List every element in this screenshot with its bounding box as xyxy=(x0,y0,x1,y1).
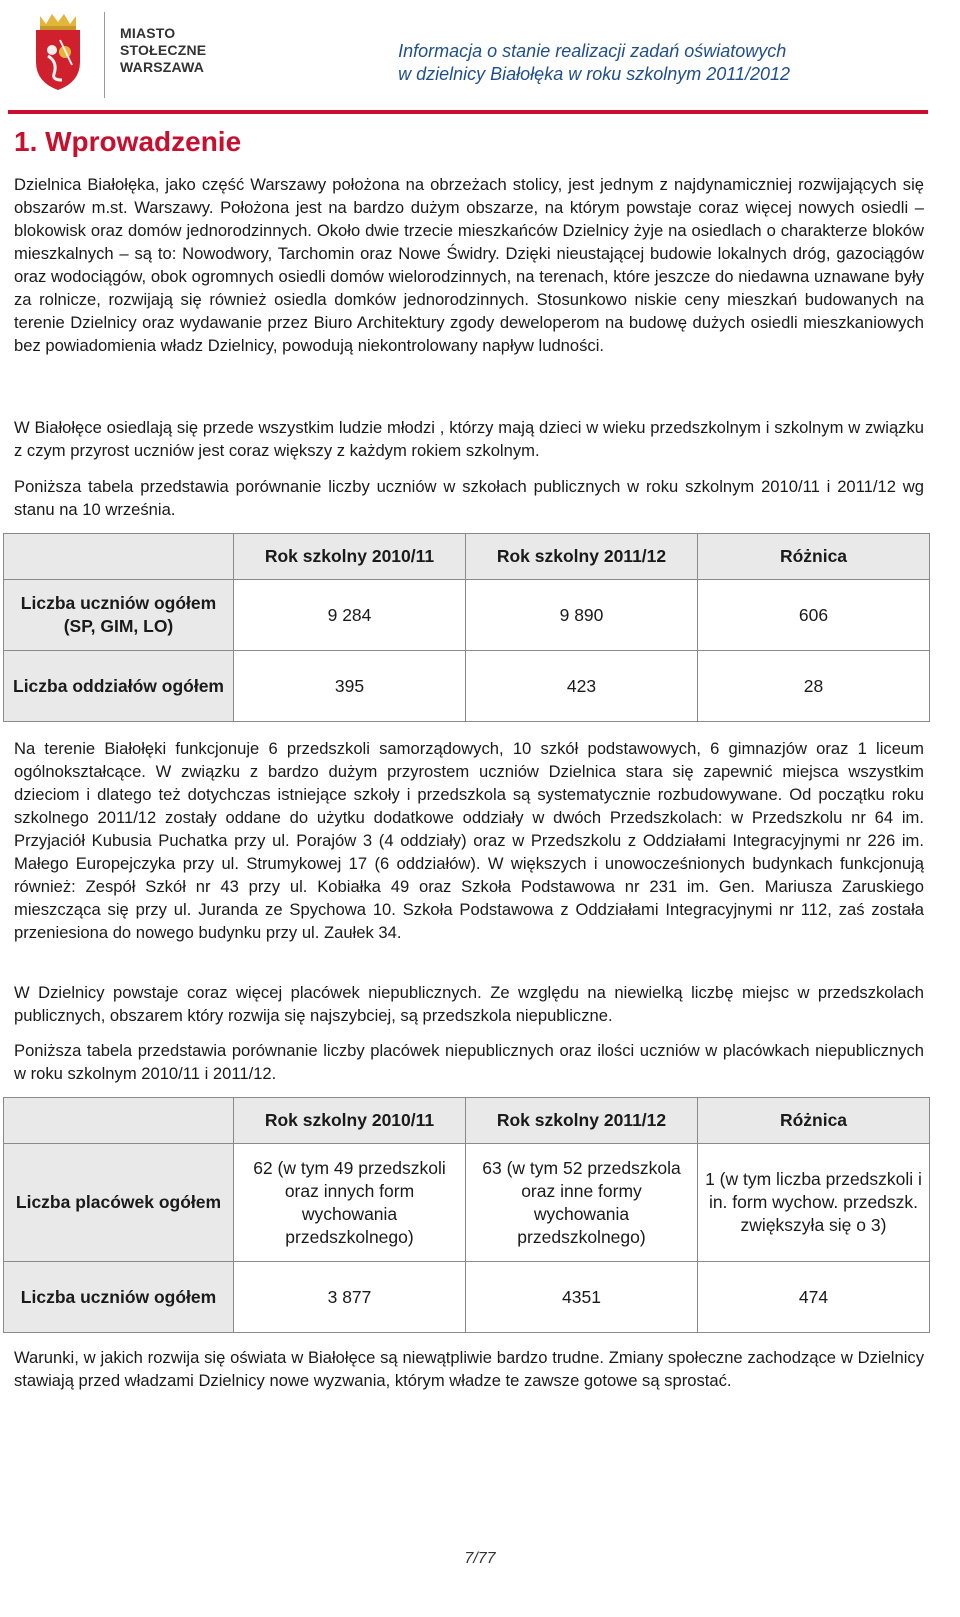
table-header-cell: Rok szkolny 2011/12 xyxy=(466,534,698,580)
table-header-cell xyxy=(4,1098,234,1144)
row-label: Liczba uczniów ogółem xyxy=(4,1262,234,1333)
table-cell: 474 xyxy=(698,1262,930,1333)
header-rule xyxy=(8,110,928,114)
table-cell: 3 877 xyxy=(234,1262,466,1333)
row-label: Liczba oddziałów ogółem xyxy=(4,651,234,722)
table-header-row xyxy=(4,534,930,580)
table-header-cell xyxy=(4,534,234,580)
table-cell: 4351 xyxy=(466,1262,698,1333)
paragraph-table2-intro: Poniższa tabela przedstawia porównanie liczby placówek niepublicznych oraz ilości uczniów w placówkach niepublicznych w roku szkolnym 2010/11 i 2011/12. xyxy=(14,1041,924,1083)
paragraph-schools-overview: Na terenie Białołęki funkcjonuje 6 przedszkoli samorządowych, 10 szkół podstawowych, 6 gimnazjów oraz 1 liceum ogólnokształcące. W związku z bardzo dużym przyrostem uczniów Dzielnica stara się zapewnić miejsca wszystkim dzieciom i dlatego też dotychczas istniejące szkoły i przedszkola są systematycznie rozbudowywane. Od początku roku szkolnego 2011/12 zostały oddane do użytku dodatkowe oddziały w dwóch Przedszkolach: w Przedszkolu nr 64 im. Przyjaciół Kubusia Puchatka przy ul. Porajów 3 (4 oddziały) oraz w Przedszkolu z Oddziałami Integracyjnymi nr 226 im. Małego Europejczyka przy ul. Strumykowej 17 (6 oddziałów). W większych i unowocześnionych budynkach funkcjonują również: Zespół Szkół nr 43 przy ul. Kobiałka 49 oraz Szkoła Podstawowa nr 231 im. Gen. Mariusza Zaruskiego mieszcząca się przy ul. Juranda ze Spychowa 10. Szkoła Podstawowa z Oddziałami Integracyjnymi nr 112, zaś została przeniesiona do nowego budynku przy ul. Zaułek 34. xyxy=(14,739,924,942)
page-number: 7/77 xyxy=(464,1550,496,1567)
table-row xyxy=(4,580,930,651)
paragraph-intro: Dzielnica Białołęka, jako część Warszawy położona na obrzeżach stolicy, jest jednym z najdynamiczniej rozwijających się obszarów m.st. Warszawy. Położona jest na bardzo dużym obszarze, na którym powstaje coraz więcej nowych osiedli – blokowisk oraz domów jednorodzinnych. Około dwie trzecie mieszkańców Dzielnicy żyje na osiedlach o charakterze bloków mieszkalnych – są to: Nowodwory, Tarchomin oraz Nowe Świdry. Dzięki nieustającej budowie lokalnych dróg, gazociągów oraz wodociągów, obok ogromnych osiedli domów wielorodzinnych, na terenach, które jeszcze do niedawna uznawane były za rolnicze, rozwijają się również osiedla domków jednorodzinnych. Stosunkowo niskie ceny mieszkań budowanych na terenie Dzielnicy oraz wydawanie przez Biuro Architektury zgody deweloperom na budowę dużych osiedli mieszkaniowych bez powiadomienia władz Dzielnicy, powodują niekontrolowany napływ ludności. xyxy=(14,175,924,355)
table-cell: 9 284 xyxy=(234,580,466,651)
table-cell: 28 xyxy=(698,651,930,722)
city-name xyxy=(120,25,206,76)
paragraph-young-families: W Białołęce osiedlają się przede wszystkim ludzie młodzi , którzy mają dzieci w wieku przedszkolnym i szkolnym w związku z czym przyrost uczniów jest coraz większy z każdym rokiem szkolnym. xyxy=(14,418,924,460)
paragraph-conclusion: Warunki, w jakich rozwija się oświata w Białołęce są niewątpliwie bardzo trudne. Zmiany społeczne zachodzące w Dzielnicy stawiają przed władzami Dzielnicy nowe wyzwania, którym władze te zawsze gotowe są sprostać. xyxy=(14,1348,924,1390)
logo-divider xyxy=(104,12,105,98)
document-title-line-1: Informacja o stanie realizacji zadań oświatowych xyxy=(398,41,787,61)
table-cell: 9 890 xyxy=(466,580,698,651)
row-label: Liczba uczniów ogółem (SP, GIM, LO) xyxy=(4,580,234,651)
table-cell: 395 xyxy=(234,651,466,722)
private-institutions-table xyxy=(3,1097,930,1333)
public-schools-table xyxy=(3,533,930,722)
table-header-cell: Rok szkolny 2011/12 xyxy=(466,1098,698,1144)
table-cell: 62 (w tym 49 przedszkoli oraz innych form wychowania przedszkolnego) xyxy=(234,1144,466,1262)
table-cell: 1 (w tym liczba przedszkoli i in. form wychow. przedszk. zwiększyła się o 3) xyxy=(698,1144,930,1262)
warsaw-coat-of-arms-icon xyxy=(32,10,84,90)
table-row xyxy=(4,1144,930,1262)
table-cell: 423 xyxy=(466,651,698,722)
paragraph-table1-intro: Poniższa tabela przedstawia porównanie liczby uczniów w szkołach publicznych w roku szkolnym 2010/11 i 2011/12 wg stanu na 10 września. xyxy=(14,477,924,519)
city-name-line-2: STOŁECZNE xyxy=(120,42,207,58)
table-row xyxy=(4,1262,930,1333)
paragraph-private-growth: W Dzielnicy powstaje coraz więcej placówek niepublicznych. Ze względu na niewielką liczbę miejsc w przedszkolach publicznych, obszarem który rozwija się najszybciej, są przedszkola niepubliczne. xyxy=(14,983,924,1025)
row-label: Liczba placówek ogółem xyxy=(4,1144,234,1262)
table-header-row xyxy=(4,1098,930,1144)
page-header xyxy=(0,0,960,118)
city-name-line-3: WARSZAWA xyxy=(120,59,205,75)
section-title: 1. Wprowadzenie xyxy=(14,126,242,157)
table-header-cell: Rok szkolny 2010/11 xyxy=(234,1098,466,1144)
document-title-line-2: w dzielnicy Białołęka w roku szkolnym 2011/2012 xyxy=(398,64,790,84)
table-cell: 606 xyxy=(698,580,930,651)
table-cell: 63 (w tym 52 przedszkola oraz inne formy wychowania przedszkolnego) xyxy=(466,1144,698,1262)
table-header-cell: Różnica xyxy=(698,534,930,580)
table-header-cell: Rok szkolny 2010/11 xyxy=(234,534,466,580)
table-row xyxy=(4,651,930,722)
city-name-line-1: MIASTO xyxy=(120,25,176,41)
document-title xyxy=(398,40,790,86)
table-header-cell: Różnica xyxy=(698,1098,930,1144)
